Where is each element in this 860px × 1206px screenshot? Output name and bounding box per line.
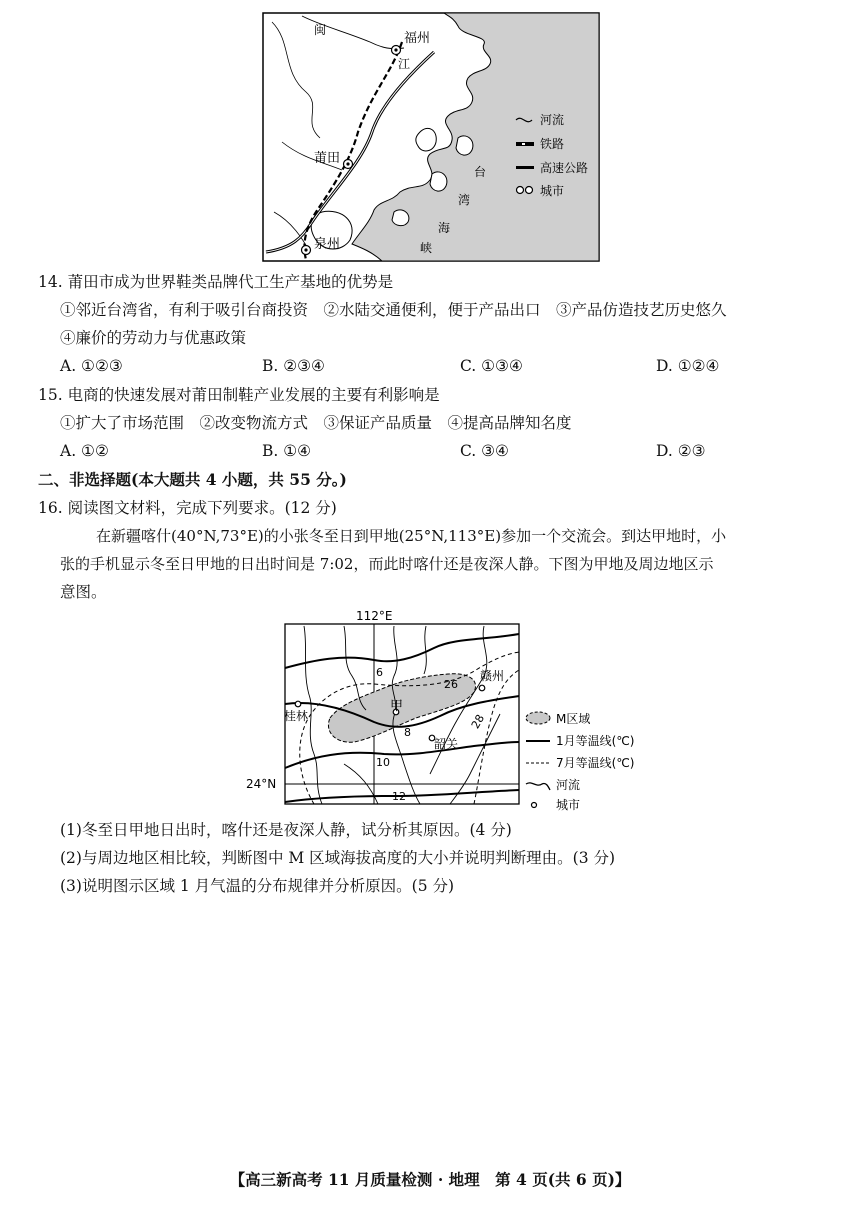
q14-statement-line1: ①邻近台湾省，有利于吸引台商投资 ②水陆交通便利，便于产品出口 ③产品仿造技艺历史悠久 [60,301,727,319]
legend-city: 城市 [540,184,565,198]
label-iso10: 10 [376,756,390,769]
legend-expressway-icon [516,166,534,169]
q15-stem: 15. 电商的快速发展对莆田制鞋产业发展的主要有利影响是 [38,386,440,404]
label-iso12: 12 [392,790,406,803]
island [392,210,409,226]
label-iso28: 28 [468,712,488,731]
legend-city-icon [517,187,524,194]
q15-option-b[interactable]: B. ①④ [262,442,312,460]
legend-city: 城市 [556,798,581,812]
city-guilin-marker [295,701,301,707]
city-ganzhou-marker [479,685,485,691]
island [456,136,473,155]
q14-statement-line2: ④廉价的劳动力与优惠政策 [60,329,247,347]
label-putian: 莆田 [314,151,341,166]
legend-m-region-icon [526,712,550,724]
legend-railway: 铁路 [540,137,565,151]
legend-river: 河流 [540,113,565,127]
q16-material-line1: 在新疆喀什(40°N,73°E)的小张冬至日到甲地(25°N,113°E)参加一个交流会。到达甲地时，小 [96,527,727,545]
label-guilin: 桂林 [284,709,309,723]
q16-material-line2: 张的手机显示冬至日甲地的日出时间是 7:02，而此时喀什还是夜深人静。下图为甲地及周边地区示 [60,555,714,573]
label-iso8: 8 [404,726,411,739]
q16-sub2: (2)与周边地区相比较，判断图中 M 区域海拔高度的大小并说明判断理由。(3 分) [60,849,616,867]
label-fuzhou: 福州 [404,31,431,46]
label-wan: 湾 [458,193,471,207]
legend-city-icon [532,803,537,808]
label-lon: 112°E [356,609,393,623]
label-tai: 台 [474,165,487,179]
q14-stem: 14. 莆田市成为世界鞋类品牌代工生产基地的优势是 [38,273,394,291]
q15-option-c[interactable]: C. ③④ [460,442,509,460]
q14-option-d[interactable]: D. ①②④ [656,357,720,375]
legend-river-icon [516,118,532,121]
legend-jan-isotherm: 1月等温线(℃) [556,734,635,748]
label-ganzhou: 赣州 [480,669,505,683]
label-lat: 24°N [246,777,277,791]
legend-river: 河流 [556,778,581,792]
section-2-heading: 二、非选择题(本大题共 4 小题，共 55 分。) [38,470,347,489]
guangdong-map-figure [244,604,644,812]
legend-m-region: M区域 [556,712,591,726]
q15-statement-line1: ①扩大了市场范围 ②改变物流方式 ③保证产品质量 ④提高品牌知名度 [60,414,572,432]
label-min: 闽 [314,23,327,37]
label-hai: 海 [438,221,451,235]
map1-legend [514,110,606,200]
q15-option-d[interactable]: D. ②③ [656,442,706,460]
q15-option-a[interactable]: A. ①② [60,442,109,460]
label-iso26: 26 [444,678,458,691]
legend-expressway: 高速公路 [540,161,589,175]
q14-option-a[interactable]: A. ①②③ [60,357,123,375]
q16-sub1: (1)冬至日甲地日出时，喀什还是夜深人静，试分析其原因。(4 分) [60,821,512,839]
q14-option-c[interactable]: C. ①③④ [460,357,523,375]
label-shaoguan: 韶关 [434,737,459,751]
q14-option-b[interactable]: B. ②③④ [262,357,325,375]
label-quanzhou: 泉州 [314,237,341,252]
map2-legend [522,708,644,812]
island [430,172,447,191]
label-jiang: 江 [398,57,411,71]
q16-material-line3: 意图。 [60,583,107,601]
label-xia: 峡 [420,241,433,255]
fujian-map-figure [262,12,606,262]
q16-stem: 16. 阅读图文材料，完成下列要求。(12 分) [38,499,337,517]
label-iso6: 6 [376,666,383,679]
q16-sub3: (3)说明图示区域 1 月气温的分布规律并分析原因。(5 分) [60,877,455,895]
legend-jul-isotherm: 7月等温线(℃) [556,756,635,770]
legend-river-icon [526,783,550,790]
page-footer: 【高三新高考 11 月质量检测 · 地理 第 4 页(共 6 页)】 [229,1170,631,1189]
label-jia: 甲 [390,699,404,714]
